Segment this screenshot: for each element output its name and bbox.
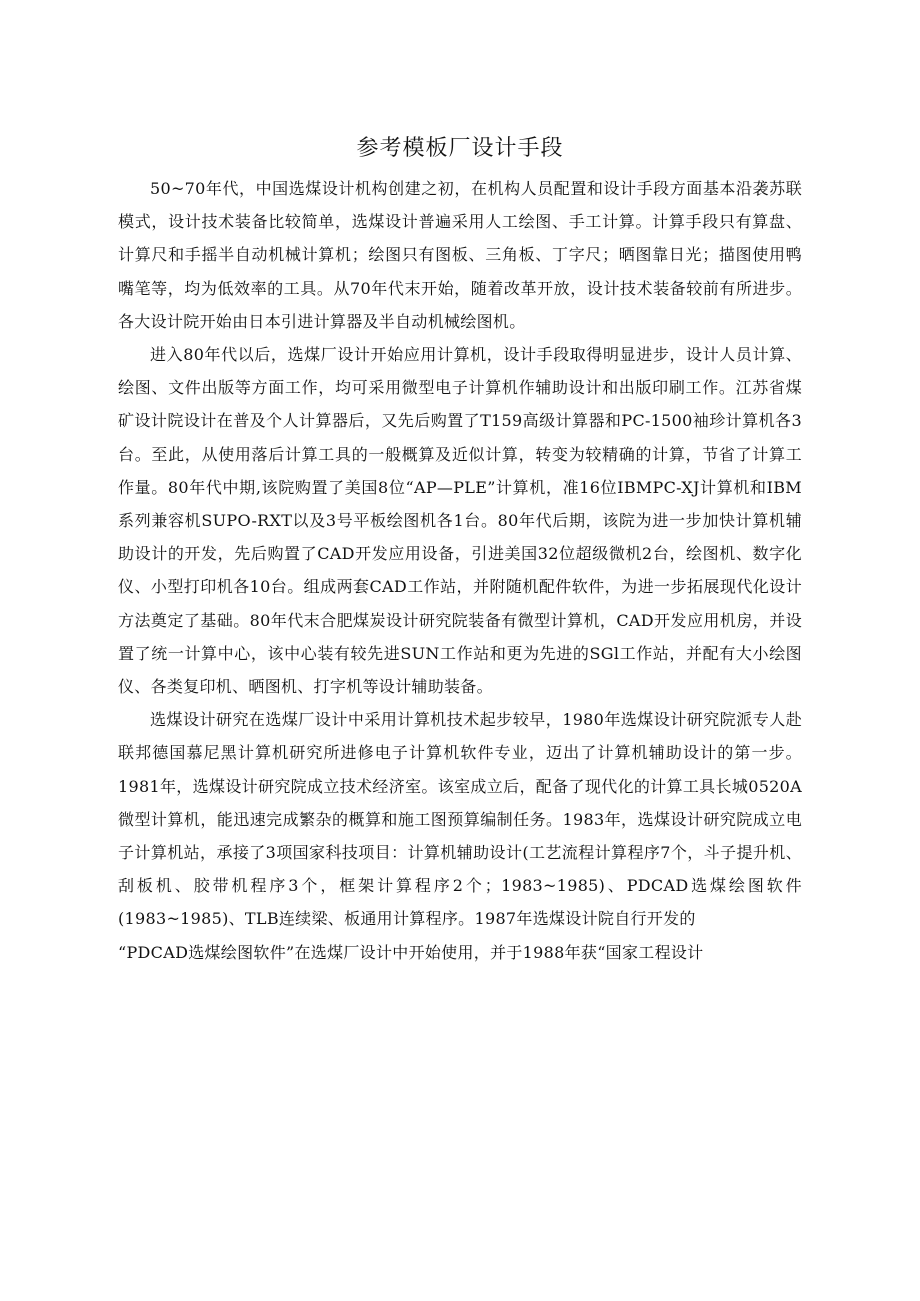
- paragraph-3: 选煤设计研究在选煤厂设计中采用计算机技术起步较早，1980年选煤设计研究院派专人赴联邦德国慕尼黑计算机研究所进修电子计算机软件专业，迈出了计算机辅助设计的第一步。1981年，选煤设计研究院成立技术经济室。该室成立后，配备了现代化的计算工具长城0520A微型计算机，能迅速完成繁杂的概算和施工图预算编制任务。1983年，选煤设计研究院成立电子计算机站，承接了3项国家科技项目：计算机辅助设计(工艺流程计算程序7个，斗子提升机、刮板机、胶带机程序3个，框架计算程序2个；1983~1985)、PDCAD选煤绘图软件(1983~1985)、TLB连续梁、板通用计算程序。1987年选煤设计院自行开发的: [118, 710, 802, 929]
- paragraph-1: 50~70年代，中国选煤设计机构创建之初，在机构人员配置和设计手段方面基本沿袭苏联模式，设计技术装备比较简单，选煤设计普遍采用人工绘图、手工计算。计算手段只有算盘、计算尺和手摇半自动机械计算机；绘图只有图板、三角板、丁字尺；晒图靠日光；描图使用鸭嘴笔等，均为低效率的工具。从70年代末开始，随着改革开放，设计技术装备较前有所进步。各大设计院开始由日本引进计算器及半自动机械绘图机。: [118, 179, 802, 331]
- document-title: 参考模板厂设计手段: [356, 136, 564, 161]
- document-body: [118, 172, 802, 969]
- paragraph-2: 进入80年代以后，选煤厂设计开始应用计算机，设计手段取得明显进步，设计人员计算、绘图、文件出版等方面工作，均可采用微型电子计算机作辅助设计和出版印刷工作。江苏省煤矿设计院设计在普及个人计算器后，又先后购置了T159高级计算器和PC-1500袖珍计算机各3台。至此，从使用落后计算工具的一般概算及近似计算，转变为较精确的计算，节省了计算工作量。80年代中期,该院购置了美国8位“AP—PLE”计算机，准16位IBMPC-XJ计算机和IBM系列兼容机SUPO-RXT以及3号平板绘图机各1台。80年代后期，该院为进一步加快计算机辅助设计的开发，先后购置了CAD开发应用设备，引进美国32位超级微机2台，绘图机、数字化仪、小型打印机各10台。组成两套CAD工作站，并附随机配件软件，为进一步拓展现代化设计方法奠定了基础。80年代末合肥煤炭设计研究院装备有微型计算机，CAD开发应用机房，并设置了统一计算中心，该中心装有较先进SUN工作站和更为先进的SGl工作站，并配有大小绘图仪、各类复印机、晒图机、打字机等设计辅助装备。: [118, 345, 802, 697]
- paragraph-4: “PDCAD选煤绘图软件”在选煤厂设计中开始使用，并于1988年获“国家工程设计: [118, 942, 704, 962]
